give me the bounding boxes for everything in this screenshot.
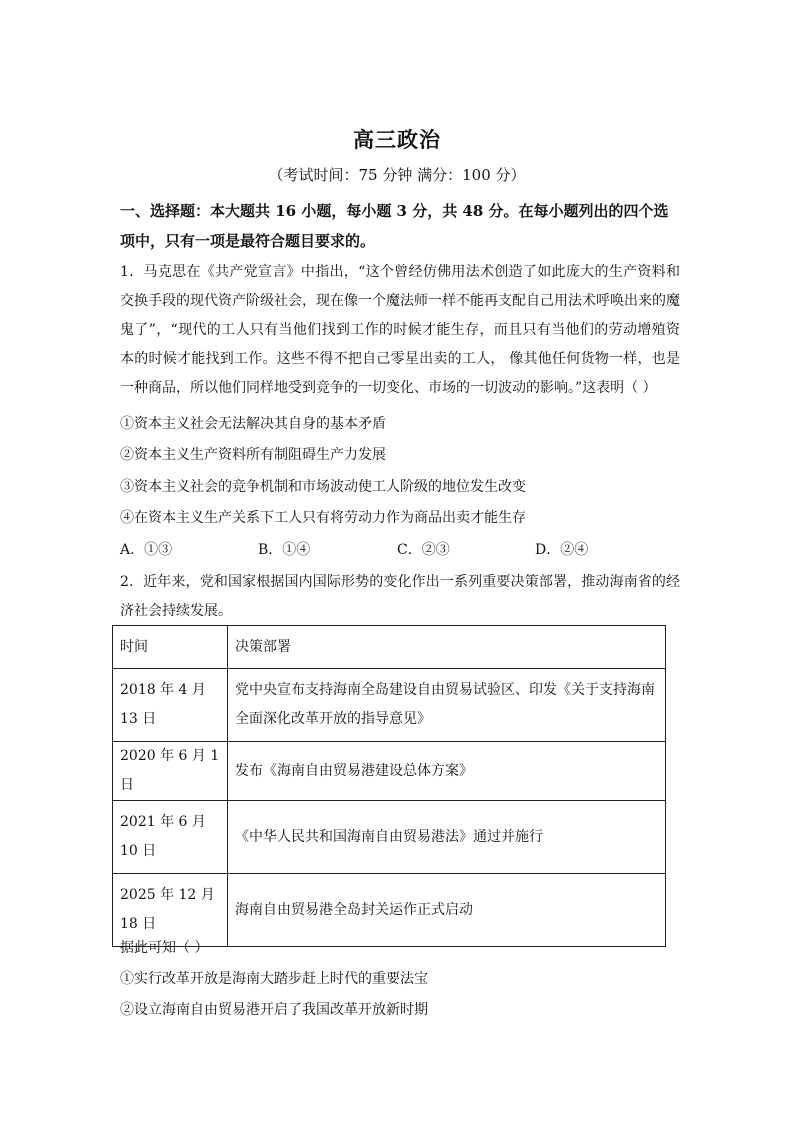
table-cell-date: 2025 年 12 月 18 日 — [113, 874, 228, 947]
q1-option-d: D．②④ — [535, 542, 589, 558]
decision-table — [112, 625, 666, 947]
table-header-cell: 决策部署 — [228, 626, 666, 669]
table-cell-decision: 发布《海南自由贸易港建设总体方案》 — [228, 742, 666, 801]
q1-item-2: ②资本主义生产资料所有制阻碍生产力发展 — [120, 447, 386, 463]
table-cell-date: 2018 年 4 月 13 日 — [113, 669, 228, 742]
q1-option-c: C．②③ — [397, 542, 450, 558]
table-row — [113, 669, 666, 742]
table-header-row — [113, 626, 666, 669]
q1-item-3: ③资本主义社会的竞争机制和市场波动使工人阶级的地位发生改变 — [120, 479, 526, 495]
table-row — [113, 742, 666, 801]
page-title: 高三政治 — [353, 127, 441, 152]
table-cell-decision: 党中央宣布支持海南全岛建设自由贸易试验区、印发《关于支持海南全面深化改革开放的指导意见》 — [228, 669, 666, 742]
q1-item-1: ①资本主义社会无法解决其自身的基本矛盾 — [120, 416, 386, 432]
section-heading: 一、选择题：本大题共 16 小题，每小题 3 分，共 48 分。在每小题列出的四个选项中，只有一项是最符合题目要求的。 — [120, 202, 669, 250]
table-row — [113, 801, 666, 874]
q1-option-a: A．①③ — [120, 542, 173, 558]
table-cell-decision: 海南自由贸易港全岛封关运作正式启动 — [228, 874, 666, 947]
exam-info: （考试时间：75 分钟 满分：100 分） — [268, 166, 526, 184]
question-2-stem: 2．近年来，党和国家根据国内国际形势的变化作出一系列重要决策部署，推动海南省的经济社会持续发展。 — [120, 574, 680, 619]
q2-conclusion-prompt: 据此可知（ ） — [120, 940, 209, 956]
table-row — [113, 874, 666, 947]
question-1-stem: 1．马克思在《共产党宣言》中指出，“这个曾经仿佛用法术创造了如此庞大的生产资料和交换手段的现代资产阶级社会，现在像一个魔法师一样不能再支配自己用法术呼唤出来的魔鬼了”，“现代的工人只有当他们找到工作的时候才能生存，而且只有当他们的劳动增殖资本的时候才能找到工作。这些不得不把自己零星出卖的工人， 像其他任何货物一样，也是一种商品，所以他们同样地受到竞争的一切变化、市场的一切波动的影响。”这表明（ ） — [120, 264, 680, 396]
table-cell-decision: 《中华人民共和国海南自由贸易港法》通过并施行 — [228, 801, 666, 874]
q2-item-2: ②设立海南自由贸易港开启了我国改革开放新时期 — [120, 1002, 428, 1018]
table-cell-date: 2021 年 6 月 10 日 — [113, 801, 228, 874]
q1-item-4: ④在资本主义生产关系下工人只有将劳动力作为商品出卖才能生存 — [120, 510, 526, 526]
q1-option-b: B．①④ — [258, 542, 311, 558]
table-header-cell: 时间 — [113, 626, 228, 669]
q2-item-1: ①实行改革开放是海南大踏步赶上时代的重要法宝 — [120, 971, 428, 987]
table-cell-date: 2020 年 6 月 1 日 — [113, 742, 228, 801]
